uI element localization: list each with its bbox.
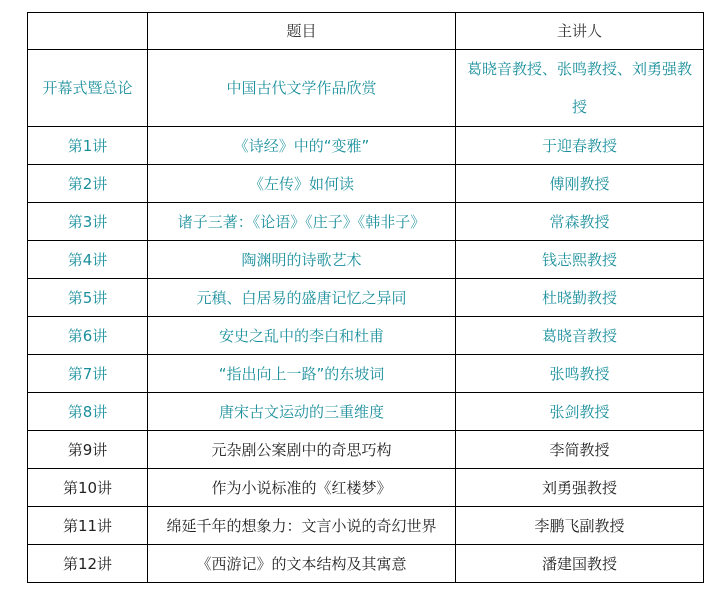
lecture-title-cell: 唐宋古文运动的三重维度 — [148, 393, 456, 431]
lecture-speaker-cell: 常森教授 — [456, 203, 704, 241]
lecture-row — [28, 203, 704, 241]
lecture-label-cell: 第2讲 — [28, 165, 148, 203]
lecture-label-cell: 第4讲 — [28, 241, 148, 279]
lecture-speaker-cell: 于迎春教授 — [456, 127, 704, 165]
opening-speaker-cell: 葛晓音教授、张鸣教授、刘勇强教授 — [456, 50, 704, 127]
lecture-title-cell: 诸子三著：《论语》《庄子》《韩非子》 — [148, 203, 456, 241]
lecture-speaker-cell: 葛晓音教授 — [456, 317, 704, 355]
lecture-label-cell: 第11讲 — [28, 507, 148, 545]
lecture-row — [28, 431, 704, 469]
lecture-label-cell: 第8讲 — [28, 393, 148, 431]
header-row — [28, 13, 704, 50]
lecture-row — [28, 127, 704, 165]
header-session-cell — [28, 13, 148, 50]
lecture-label-cell: 第5讲 — [28, 279, 148, 317]
lecture-label-cell: 第6讲 — [28, 317, 148, 355]
lecture-row — [28, 317, 704, 355]
lecture-label-cell: 第12讲 — [28, 545, 148, 583]
lecture-title-cell: 元杂剧公案剧中的奇思巧构 — [148, 431, 456, 469]
lecture-speaker-cell: 钱志熙教授 — [456, 241, 704, 279]
lecture-row — [28, 507, 704, 545]
lecture-speaker-cell: 李简教授 — [456, 431, 704, 469]
lecture-row — [28, 355, 704, 393]
lecture-label-cell: 第7讲 — [28, 355, 148, 393]
lecture-speaker-cell: 李鹏飞副教授 — [456, 507, 704, 545]
lecture-title-cell: 陶渊明的诗歌艺术 — [148, 241, 456, 279]
lecture-title-cell: 安史之乱中的李白和杜甫 — [148, 317, 456, 355]
lecture-speaker-cell: 潘建国教授 — [456, 545, 704, 583]
lecture-label-cell: 第10讲 — [28, 469, 148, 507]
lecture-label-cell: 第1讲 — [28, 127, 148, 165]
opening-title-cell: 中国古代文学作品欣赏 — [148, 50, 456, 127]
lecture-row — [28, 279, 704, 317]
lecture-title-cell: 《西游记》的文本结构及其寓意 — [148, 545, 456, 583]
lecture-speaker-cell: 杜晓勤教授 — [456, 279, 704, 317]
lecture-speaker-cell: 张鸣教授 — [456, 355, 704, 393]
lecture-speaker-cell: 张剑教授 — [456, 393, 704, 431]
lecture-schedule-table — [27, 12, 704, 583]
lecture-label-cell: 第3讲 — [28, 203, 148, 241]
header-speaker-cell: 主讲人 — [456, 13, 704, 50]
opening-label-cell: 开幕式暨总论 — [28, 50, 148, 127]
lecture-title-cell: “指出向上一路”的东坡词 — [148, 355, 456, 393]
lecture-title-cell: 作为小说标准的《红楼梦》 — [148, 469, 456, 507]
lecture-row — [28, 165, 704, 203]
lecture-speaker-cell: 刘勇强教授 — [456, 469, 704, 507]
opening-row — [28, 50, 704, 127]
lecture-speaker-cell: 傅刚教授 — [456, 165, 704, 203]
lecture-label-cell: 第9讲 — [28, 431, 148, 469]
lecture-row — [28, 545, 704, 583]
lecture-title-cell: 《左传》如何读 — [148, 165, 456, 203]
lecture-title-cell: 元稹、白居易的盛唐记忆之异同 — [148, 279, 456, 317]
lecture-row — [28, 393, 704, 431]
lecture-row — [28, 241, 704, 279]
lecture-title-cell: 绵延千年的想象力：文言小说的奇幻世界 — [148, 507, 456, 545]
lecture-title-cell: 《诗经》中的“变雅” — [148, 127, 456, 165]
lecture-row — [28, 469, 704, 507]
header-title-cell: 题目 — [148, 13, 456, 50]
